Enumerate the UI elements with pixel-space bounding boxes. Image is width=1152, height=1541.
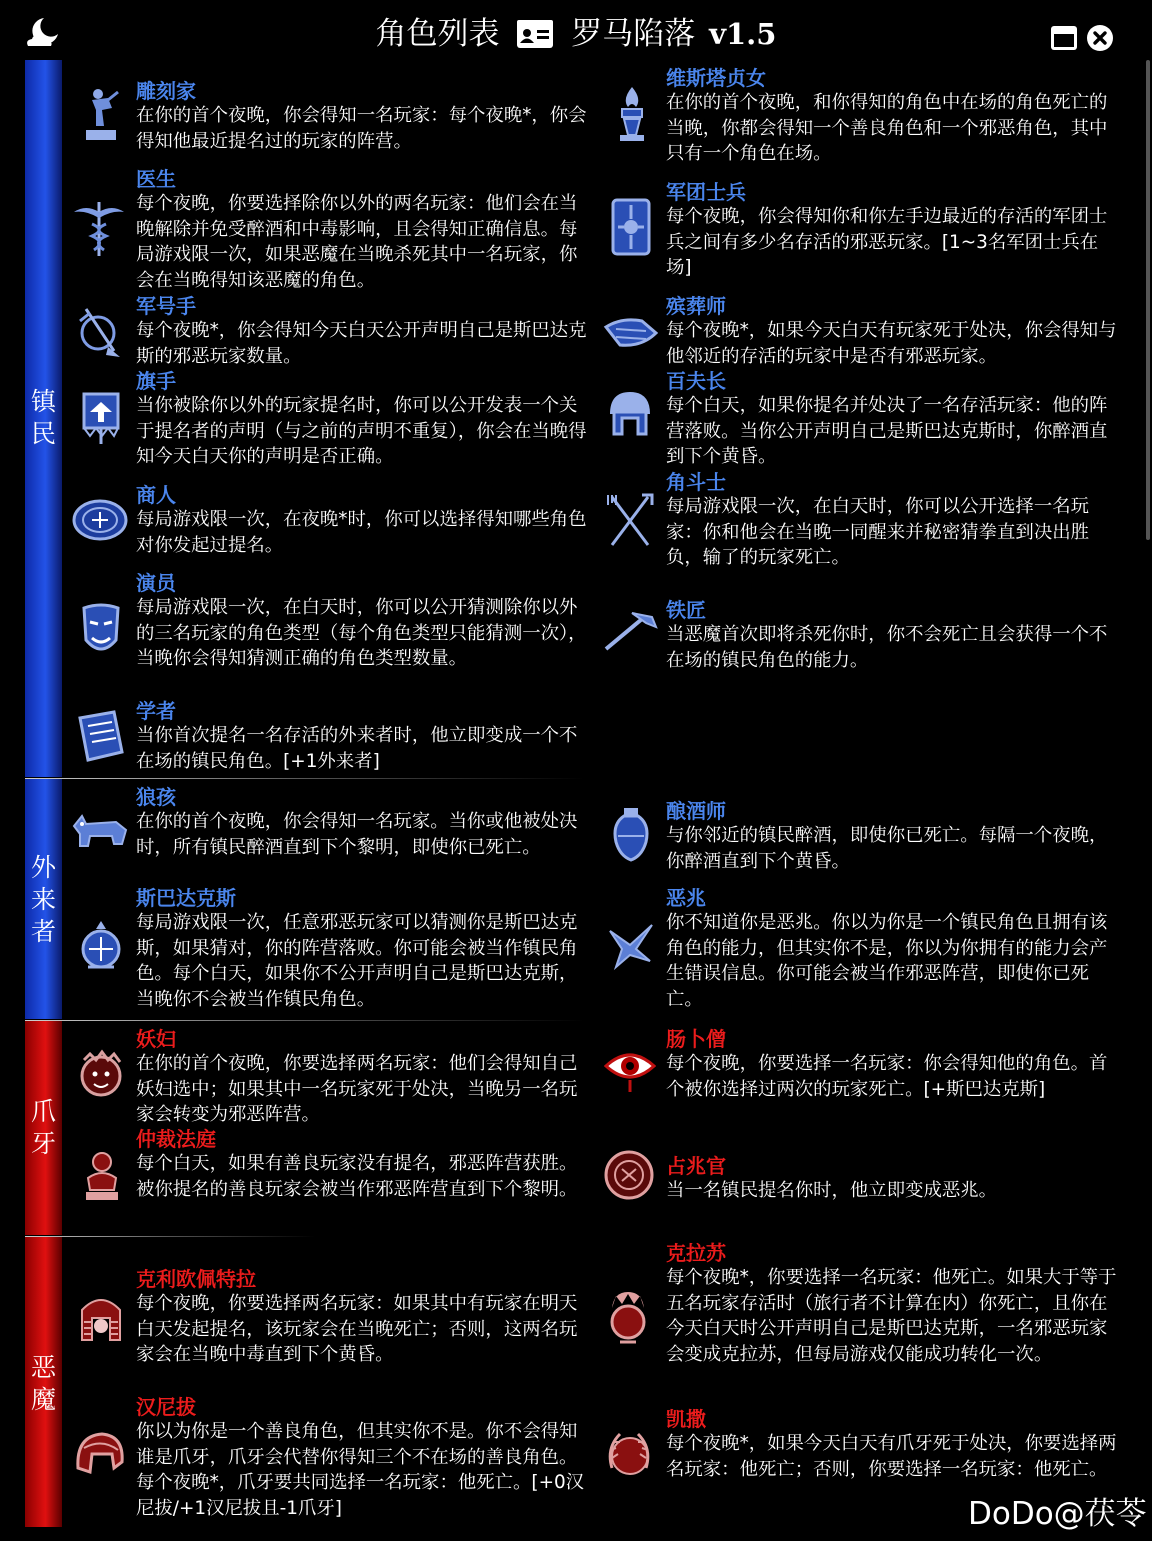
role-name: 医生 [136, 167, 176, 191]
role-feral-child[interactable] [70, 786, 590, 886]
role-name: 克利欧佩特拉 [136, 1267, 256, 1291]
role-name: 维斯塔贞女 [666, 66, 766, 90]
title-bar [0, 0, 1152, 62]
role-name: 角斗士 [666, 470, 726, 494]
vestal-virgin-flame-icon [612, 85, 652, 143]
role-augur[interactable] [600, 1155, 1130, 1215]
role-name: 仲裁法庭 [136, 1127, 216, 1151]
blacksmith-hammer-icon [602, 609, 658, 653]
id-card-icon [517, 20, 553, 48]
outsider-label-char-2: 来 [30, 885, 56, 914]
demon-label [25, 1352, 62, 1416]
townsfolk-label-char-2: 民 [30, 419, 56, 448]
role-hannibal[interactable] [70, 1396, 590, 1524]
legionary-shield-icon [610, 197, 652, 257]
role-legionary[interactable] [600, 181, 1130, 285]
minion-label [25, 1096, 62, 1160]
team-divider [25, 1020, 585, 1021]
title-text: 角色列表 [375, 16, 500, 52]
role-name: 学者 [136, 699, 176, 723]
outsider-label [25, 852, 62, 948]
role-description: 当一名镇民提名你时，他立即变成恶兆。 [666, 1180, 998, 1201]
role-doctor[interactable] [70, 168, 590, 296]
hannibal-helmet-icon [72, 1428, 128, 1480]
role-crassus[interactable] [600, 1242, 1130, 1398]
role-name: 雕刻家 [136, 79, 196, 103]
townsfolk-label-char-1: 镇 [30, 387, 56, 416]
role-description: 每个白天，如果有善良玩家没有提名，邪恶阵营获胜。被你提名的善良玩家会被当作邪恶阵营直到下个黎明。 [136, 1153, 578, 1200]
role-winemaker[interactable] [600, 800, 1130, 880]
script-name: 罗马陷落 [571, 16, 696, 52]
role-name: 酿酒师 [666, 799, 726, 823]
scholar-scroll-icon [74, 708, 128, 764]
role-description: 每个夜晚*，你要选择一名玩家：他死亡。如果大于等于五名玩家存活时（旅行者不计算在内）你死亡，且你在今天白天时公开声明自己是斯巴达克斯，一名邪恶玩家会变成克拉苏，但每局游戏仅能成功转化一次。 [666, 1267, 1117, 1365]
caesar-laurel-icon [604, 1428, 654, 1484]
haruspex-eye-icon [604, 1046, 656, 1094]
role-haruspex[interactable] [600, 1028, 1130, 1128]
minion-label-char-1: 爪 [30, 1097, 56, 1126]
tribunal-bust-icon [80, 1148, 124, 1204]
role-sculptor[interactable] [70, 80, 590, 162]
version-label: v1.5 [709, 17, 777, 51]
temptress-face-icon [76, 1048, 126, 1104]
role-temptress[interactable] [70, 1028, 590, 1128]
spartacus-helmet-icon [76, 919, 126, 977]
townsfolk-label [25, 386, 62, 450]
augur-seal-icon [602, 1149, 656, 1201]
role-name: 克拉苏 [666, 1241, 726, 1265]
author-watermark: DoDo@茯苓 [968, 1496, 1147, 1532]
role-description: 每个夜晚*，你会得知今天白天公开声明自己是斯巴达克斯的邪恶玩家数量。 [136, 320, 587, 367]
role-name: 占兆官 [666, 1154, 726, 1178]
role-description: 每个夜晚，你要选择两名玩家：如果其中有玩家在明天白天发起提名，该玩家会在当晚死亡；否则，这两名玩家会在当晚中毒直到下个黄昏。 [136, 1293, 578, 1366]
winemaker-amphora-icon [610, 806, 652, 862]
actor-mask-icon [78, 602, 124, 660]
centurion-helmet-icon [604, 388, 656, 440]
role-spartacus[interactable] [70, 887, 590, 1017]
merchant-coin-icon [72, 498, 128, 542]
scrollbar-thumb[interactable] [1146, 60, 1150, 540]
demon-label-char-2: 魔 [30, 1385, 56, 1414]
role-description: 当恶魔首次即将杀死你时，你不会死亡且会获得一个不在场的镇民角色的能力。 [666, 624, 1108, 671]
role-description: 每局游戏限一次，在白天时，你可以公开选择一名玩家：你和他会在当晚一同醒来并秘密猜拳直到决出胜负，输了的玩家死亡。 [666, 496, 1089, 569]
role-name: 铁匠 [666, 598, 706, 622]
role-tribunal[interactable] [70, 1128, 590, 1232]
role-description: 每个白天，如果你提名并处决了一名存活玩家：他的阵营落败。当你公开声明自己是斯巴达克斯时，你醉酒直到下个黄昏。 [666, 395, 1108, 468]
outsider-label-char-1: 外 [30, 853, 56, 882]
role-description: 在你的首个夜晚，你会得知一名玩家。当你或他被处决时，所有镇民醉酒直到下个黎明，即使你已死亡。 [136, 811, 578, 858]
role-name: 殡葬师 [666, 294, 726, 318]
role-description: 每局游戏限一次，在夜晚*时，你可以选择得知哪些角色对你发起过提名。 [136, 509, 587, 556]
role-name: 妖妇 [136, 1027, 176, 1051]
demon-label-char-1: 恶 [30, 1353, 56, 1382]
role-description: 在你的首个夜晚，你会得知一名玩家：每个夜晚*，你会得知他最近提名过的玩家的阵营。 [136, 105, 587, 152]
role-description: 每个夜晚，你要选择一名玩家：你会得知他的角色。首个被你选择过两次的玩家死亡。[+斯巴达克斯] [666, 1053, 1108, 1100]
role-merchant[interactable] [70, 484, 590, 564]
crassus-helmet-icon [604, 1290, 652, 1346]
role-description: 当你首次提名一名存活的外来者时，他立即变成一个不在场的镇民角色。[+1外来者] [136, 725, 578, 772]
role-standard-bearer[interactable] [70, 370, 590, 474]
outsider-label-char-3: 者 [30, 917, 56, 946]
cleopatra-headdress-icon [74, 1290, 128, 1346]
role-name: 商人 [136, 483, 176, 507]
role-description: 你不知道你是恶兆。你以为你是一个镇民角色且拥有该角色的能力，但其实你不是，你以为你拥有的能力会产生错误信息。你可能会被当作邪恶阵营，即使你已死亡。 [666, 912, 1108, 1010]
role-description: 当你被除你以外的玩家提名时，你可以公开发表一个关于提名者的声明（与之前的声明不重复），你会在当晚得知今天白天你的声明是否正确。 [136, 395, 587, 468]
role-centurion[interactable] [600, 370, 1130, 474]
feral-child-wolf-icon [70, 808, 130, 852]
role-mortician[interactable] [600, 295, 1130, 371]
role-name: 恶兆 [666, 886, 706, 910]
role-name: 军号手 [136, 294, 196, 318]
role-gladiator[interactable] [600, 471, 1130, 575]
role-name: 狼孩 [136, 785, 176, 809]
role-description: 你以为你是一个善良角色，但其实你不是。你不会得知谁是爪牙，爪牙会代替你得知三个不在场的善良角色。每个夜晚*，爪牙要共同选择一名玩家：他死亡。[+0汉尼拔/+1汉尼拔且-1爪牙] [136, 1421, 585, 1519]
gladiator-weapons-icon [606, 493, 654, 549]
team-divider [25, 778, 585, 779]
role-name: 凯撒 [666, 1407, 706, 1431]
omen-bird-icon [606, 921, 656, 971]
role-name: 演员 [136, 571, 176, 595]
page-title [0, 14, 1152, 54]
role-name: 旗手 [136, 369, 176, 393]
sculptor-statue-icon [78, 86, 122, 144]
role-actor[interactable] [70, 572, 590, 700]
team-divider [25, 1236, 315, 1237]
role-description: 在你的首个夜晚，你要选择两名玩家：他们会得知自己妖妇选中；如果其中一名玩家死于处决，当晚另一名玩家会转变为邪恶阵营。 [136, 1053, 578, 1126]
role-cleopatra[interactable] [70, 1268, 590, 1372]
trumpeter-horn-icon [76, 303, 126, 359]
role-description: 与你邻近的镇民醉酒，即使你已死亡。每隔一个夜晚，你醉酒直到下个黄昏。 [666, 825, 1108, 872]
role-description: 在你的首个夜晚，和你得知的角色中在场的角色死亡的当晚，你都会得知一个善良角色和一个邪恶角色，其中只有一个角色在场。 [666, 92, 1108, 165]
role-description: 每个夜晚*，如果今天白天有爪牙死于处决，你要选择两名玩家：他死亡；否则，你要选择一名玩家：他死亡。 [666, 1433, 1117, 1480]
role-description: 每个夜晚，你要选择除你以外的两名玩家：他们会在当晚解除并免受醉酒和中毒影响，且会得知正确信息。每局游戏限一次，如果恶魔在当晚杀死其中一名玩家，你会在当晚得知该恶魔的角色。 [136, 193, 578, 291]
minion-label-char-2: 牙 [30, 1129, 56, 1158]
role-description: 每个夜晚*，如果今天白天有玩家死于处决，你会得知与他邻近的存活的玩家中是否有邪恶玩家。 [666, 320, 1117, 367]
role-description: 每个夜晚，你会得知你和你左手边最近的存活的军团士兵之间有多少名存活的邪恶玩家。[1~3名军团士兵在场] [666, 206, 1108, 279]
role-omen[interactable] [600, 887, 1130, 1017]
role-description: 每局游戏限一次，任意邪恶玩家可以猜测你是斯巴达克斯，如果猜对，你的阵营落败。你可能会被当作镇民角色。每个白天，如果你不公开声明自己是斯巴达克斯，当晚你不会被当作镇民角色。 [136, 912, 578, 1010]
standard-bearer-banner-icon [78, 390, 124, 446]
doctor-caduceus-icon [70, 198, 128, 258]
role-trumpeter[interactable] [70, 295, 590, 371]
role-name: 肠卜僧 [666, 1027, 726, 1051]
role-name: 百夫长 [666, 369, 726, 393]
role-blacksmith[interactable] [600, 599, 1130, 679]
role-vestal-virgin[interactable] [600, 67, 1130, 171]
role-name: 军团士兵 [666, 180, 746, 204]
mortician-shroud-icon [602, 313, 658, 353]
role-scholar[interactable] [70, 700, 590, 776]
role-description: 每局游戏限一次，在白天时，你可以公开猜测除你以外的三名玩家的角色类型（每个角色类型只能猜测一次），当晚你会得知猜测正确的角色类型数量。 [136, 597, 587, 670]
minimize-window-icon[interactable] [1050, 24, 1078, 52]
role-name: 汉尼拔 [136, 1395, 196, 1419]
role-name: 斯巴达克斯 [136, 886, 236, 910]
close-window-icon[interactable] [1086, 24, 1114, 52]
